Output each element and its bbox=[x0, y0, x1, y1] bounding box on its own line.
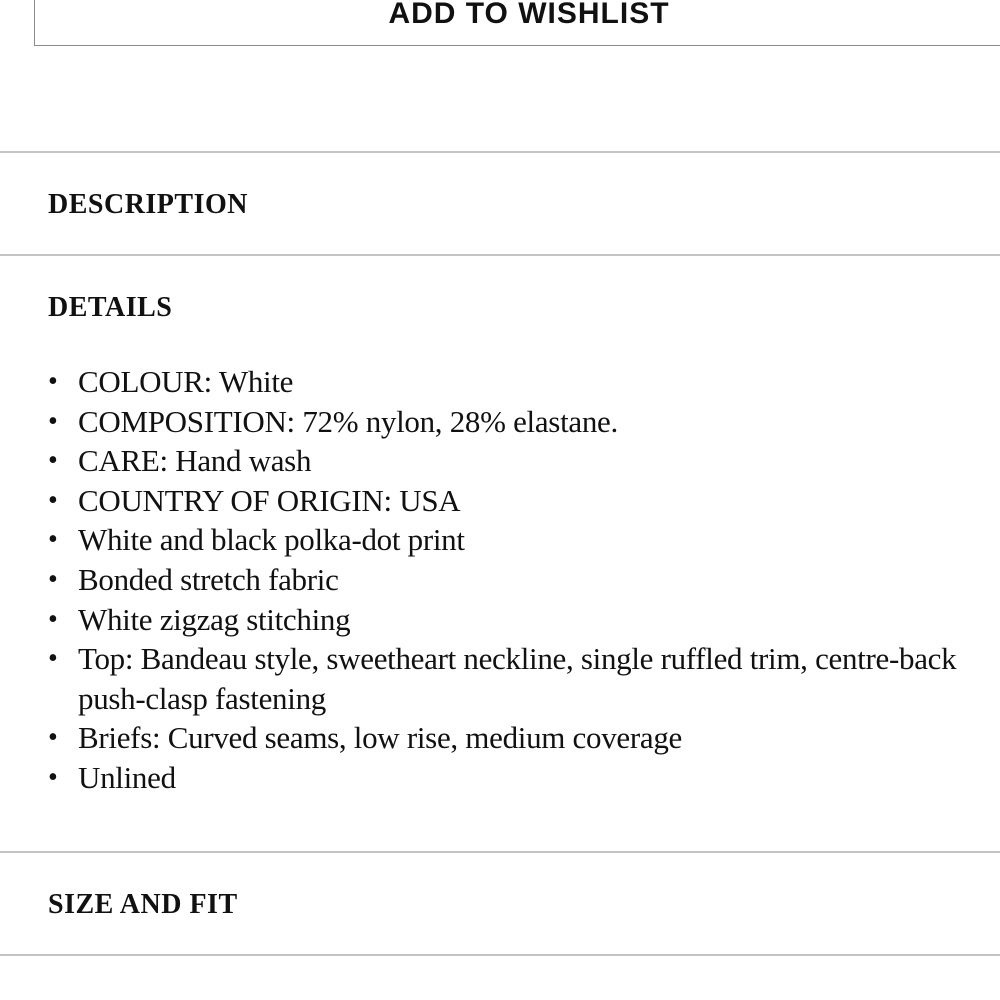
details-item-text: White zigzag stitching bbox=[78, 601, 351, 637]
section-divider bbox=[0, 851, 1000, 853]
details-list-item bbox=[48, 481, 993, 521]
details-list-item bbox=[48, 362, 993, 402]
bullet-icon: • bbox=[48, 643, 58, 675]
size-and-fit-section-header[interactable]: SIZE AND FIT bbox=[48, 889, 238, 920]
details-list-item bbox=[48, 758, 993, 798]
details-item-text: White and black polka-dot print bbox=[78, 522, 465, 558]
details-list-item bbox=[48, 560, 993, 600]
bullet-icon: • bbox=[48, 484, 58, 516]
add-to-wishlist-button[interactable] bbox=[34, 0, 1000, 46]
details-section-header[interactable]: DETAILS bbox=[48, 292, 173, 323]
details-item-text: Briefs: Curved seams, low rise, medium coverage bbox=[78, 720, 683, 756]
bullet-icon: • bbox=[48, 405, 58, 437]
bullet-icon: • bbox=[48, 563, 58, 595]
section-divider bbox=[0, 151, 1000, 153]
details-list bbox=[48, 362, 993, 798]
details-item-text: Bonded stretch fabric bbox=[78, 561, 339, 597]
details-item-text: Unlined bbox=[78, 759, 176, 795]
description-section-header[interactable]: DESCRIPTION bbox=[48, 189, 248, 220]
add-to-wishlist-label: ADD TO WISHLIST bbox=[388, 0, 670, 30]
section-divider bbox=[0, 254, 1000, 256]
details-item-text: Top: Bandeau style, sweetheart neckline, single ruffled trim, centre-back push-clasp fastening bbox=[78, 641, 957, 716]
details-item-text: CARE: Hand wash bbox=[78, 443, 312, 479]
details-item-text: COUNTRY OF ORIGIN: USA bbox=[78, 482, 461, 518]
bullet-icon: • bbox=[48, 722, 58, 754]
bullet-icon: • bbox=[48, 761, 58, 793]
bullet-icon: • bbox=[48, 366, 58, 397]
details-list-item bbox=[48, 639, 993, 718]
bullet-icon: • bbox=[48, 524, 58, 556]
details-list-item bbox=[48, 402, 993, 442]
bullet-icon: • bbox=[48, 603, 58, 635]
details-list-item bbox=[48, 441, 993, 481]
details-list-item bbox=[48, 718, 993, 758]
details-list-item bbox=[48, 520, 993, 560]
section-divider bbox=[0, 954, 1000, 956]
bullet-icon: • bbox=[48, 445, 58, 477]
details-item-text: COMPOSITION: 72% nylon, 28% elastane. bbox=[78, 403, 618, 439]
details-item-text: COLOUR: White bbox=[78, 364, 294, 399]
details-list-item bbox=[48, 600, 993, 640]
